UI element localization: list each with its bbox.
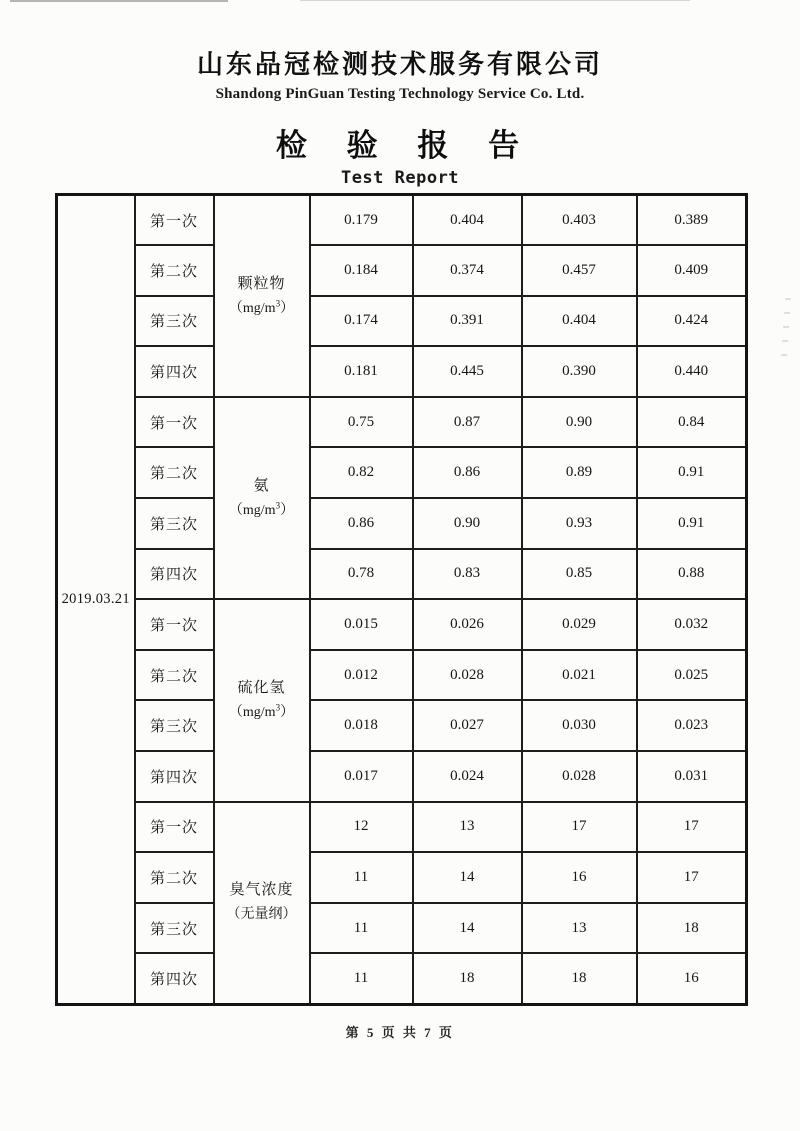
trial-label: 第二次	[135, 650, 214, 701]
value-cell: 0.87	[413, 397, 522, 448]
value-cell: 0.90	[522, 397, 637, 448]
parameter-cell	[214, 195, 310, 397]
trial-label: 第一次	[135, 195, 214, 246]
value-cell: 0.424	[637, 296, 747, 347]
value-cell: 0.409	[637, 245, 747, 296]
sample-date-cell: 2019.03.21	[57, 195, 135, 1005]
table-row	[57, 751, 747, 802]
value-cell: 0.403	[522, 195, 637, 246]
parameter-unit	[215, 701, 309, 726]
value-cell: 13	[413, 802, 522, 853]
unit-text: ）	[280, 705, 295, 721]
value-cell: 0.75	[310, 397, 413, 448]
value-cell: 0.93	[522, 498, 637, 549]
value-cell: 0.445	[413, 346, 522, 397]
trial-label: 第二次	[135, 447, 214, 498]
value-cell: 0.015	[310, 599, 413, 650]
table-row	[57, 903, 747, 954]
trial-label: 第三次	[135, 498, 214, 549]
value-cell: 0.031	[637, 751, 747, 802]
unit-text: （mg/m	[228, 502, 276, 518]
value-cell: 17	[522, 802, 637, 853]
unit-superscript: 3	[275, 702, 281, 713]
value-cell: 0.83	[413, 549, 522, 600]
value-cell: 16	[522, 852, 637, 903]
value-cell: 14	[413, 852, 522, 903]
value-cell: 0.017	[310, 751, 413, 802]
value-cell: 0.021	[522, 650, 637, 701]
trial-label: 第三次	[135, 903, 214, 954]
value-cell: 0.024	[413, 751, 522, 802]
table-row	[57, 498, 747, 549]
table-row	[57, 447, 747, 498]
value-cell: 0.030	[522, 700, 637, 751]
value-cell: 11	[310, 903, 413, 954]
value-cell: 18	[413, 953, 522, 1004]
value-cell: 0.023	[637, 700, 747, 751]
value-cell: 0.184	[310, 245, 413, 296]
trial-label: 第二次	[135, 852, 214, 903]
scan-artifact	[781, 298, 791, 360]
unit-text: ）	[280, 300, 295, 316]
parameter-unit	[215, 499, 309, 524]
unit-text: ）	[280, 502, 295, 518]
unit-superscript: 3	[275, 500, 281, 511]
trial-label: 第三次	[135, 700, 214, 751]
value-cell: 0.174	[310, 296, 413, 347]
unit-text: （无量纲	[226, 907, 283, 923]
trial-label: 第一次	[135, 397, 214, 448]
value-cell: 0.026	[413, 599, 522, 650]
table-row	[57, 650, 747, 701]
value-cell: 0.028	[522, 751, 637, 802]
value-cell: 0.91	[637, 498, 747, 549]
value-cell: 0.029	[522, 599, 637, 650]
report-title-chinese: 检 验 报 告	[275, 128, 525, 163]
value-cell: 0.025	[637, 650, 747, 701]
unit-superscript: 3	[275, 298, 281, 309]
parameter-name: 臭气浓度	[229, 882, 294, 899]
table-row	[57, 802, 747, 853]
value-cell: 14	[413, 903, 522, 954]
report-title-english: Test Report	[340, 168, 460, 188]
value-cell: 0.84	[637, 397, 747, 448]
value-cell: 0.404	[413, 195, 522, 246]
unit-text: （mg/m	[228, 300, 276, 316]
table-row	[57, 953, 747, 1004]
value-cell: 0.440	[637, 346, 747, 397]
value-cell: 0.390	[522, 346, 637, 397]
parameter-name: 氨	[253, 477, 270, 494]
trial-label: 第二次	[135, 245, 214, 296]
parameter-name: 硫化氢	[237, 680, 286, 697]
value-cell: 0.028	[413, 650, 522, 701]
parameter-cell	[214, 397, 310, 599]
value-cell: 0.374	[413, 245, 522, 296]
value-cell: 0.018	[310, 700, 413, 751]
table-row	[57, 296, 747, 347]
page-number: 第 5 页 共 7 页	[345, 1025, 455, 1040]
value-cell: 0.78	[310, 549, 413, 600]
value-cell: 18	[637, 903, 747, 954]
trial-label: 第四次	[135, 346, 214, 397]
report-header	[0, 0, 800, 188]
value-cell: 0.032	[637, 599, 747, 650]
value-cell: 0.86	[310, 498, 413, 549]
value-cell: 11	[310, 852, 413, 903]
value-cell: 13	[522, 903, 637, 954]
trial-label: 第四次	[135, 549, 214, 600]
trial-label: 第四次	[135, 953, 214, 1004]
value-cell: 0.91	[637, 447, 747, 498]
value-cell: 16	[637, 953, 747, 1004]
table-row	[57, 195, 747, 246]
trial-label: 第一次	[135, 599, 214, 650]
table-row	[57, 397, 747, 448]
value-cell: 0.89	[522, 447, 637, 498]
table-row	[57, 245, 747, 296]
value-cell: 0.90	[413, 498, 522, 549]
table-row	[57, 549, 747, 600]
parameter-unit	[215, 297, 309, 322]
company-name-english: Shandong PinGuan Testing Technology Service Co. Ltd.	[215, 86, 585, 102]
value-cell: 0.82	[310, 447, 413, 498]
trial-label: 第一次	[135, 802, 214, 853]
table-row	[57, 700, 747, 751]
trial-label: 第四次	[135, 751, 214, 802]
value-cell: 18	[522, 953, 637, 1004]
value-cell: 0.86	[413, 447, 522, 498]
parameter-unit	[215, 903, 309, 928]
value-cell: 0.181	[310, 346, 413, 397]
value-cell: 0.179	[310, 195, 413, 246]
unit-text: ）	[282, 907, 297, 923]
value-cell: 17	[637, 852, 747, 903]
value-cell: 0.012	[310, 650, 413, 701]
results-table	[55, 193, 748, 1006]
value-cell: 0.88	[637, 549, 747, 600]
value-cell: 12	[310, 802, 413, 853]
value-cell: 0.027	[413, 700, 522, 751]
company-name-chinese: 山东品冠检测技术服务有限公司	[196, 50, 603, 79]
parameter-cell	[214, 802, 310, 1004]
parameter-cell	[214, 599, 310, 801]
value-cell: 11	[310, 953, 413, 1004]
value-cell: 17	[637, 802, 747, 853]
value-cell: 0.404	[522, 296, 637, 347]
value-cell: 0.391	[413, 296, 522, 347]
unit-text: （mg/m	[228, 705, 276, 721]
trial-label: 第三次	[135, 296, 214, 347]
value-cell: 0.85	[522, 549, 637, 600]
table-row	[57, 599, 747, 650]
table-row	[57, 852, 747, 903]
table-row	[57, 346, 747, 397]
value-cell: 0.457	[522, 245, 637, 296]
value-cell: 0.389	[637, 195, 747, 246]
parameter-name: 颗粒物	[237, 275, 286, 292]
